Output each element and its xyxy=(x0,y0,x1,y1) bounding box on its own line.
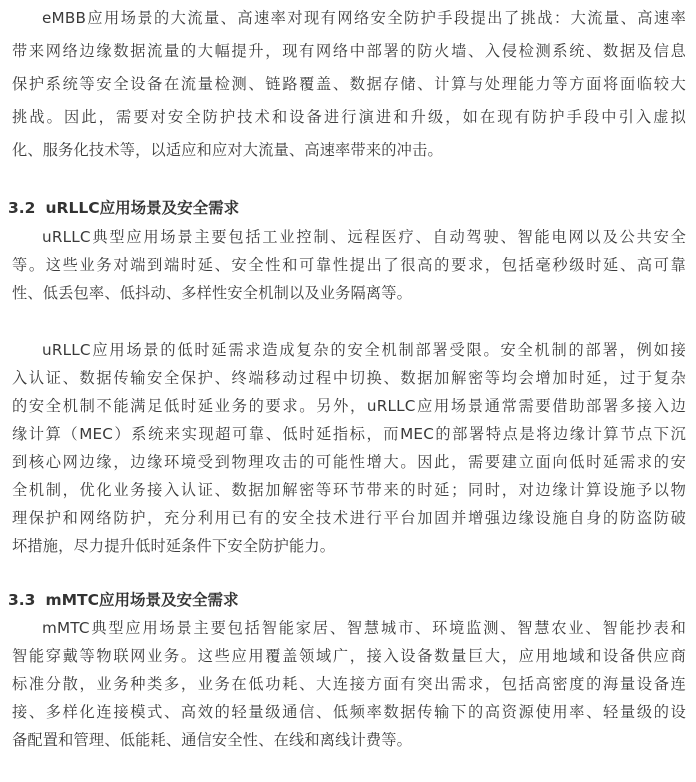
paragraph-line: 备配置和管理、低能耗、通信安全性、在线和离线计费等。 xyxy=(12,731,413,749)
paragraph-line: 全机制，优化业务接入认证、数据加解密等环节带来的时延；同时，对边缘计算设施予以物 xyxy=(12,481,686,499)
paragraph-line: 标准分散，业务种类多，业务在低功耗、大连接方面有突出需求，包括高密度的海量设备连 xyxy=(12,675,686,693)
paragraph-line: uRLLC典型应用场景主要包括工业控制、远程医疗、自动驾驶、智能电网以及公共安全 xyxy=(42,228,686,246)
paragraph-line: 挑战。因此，需要对安全防护技术和设备进行演进和升级，如在现有防护手段中引入虚拟 xyxy=(12,108,686,126)
paragraph-line: 化、服务化技术等，以适应和应对大流量、高速率带来的冲击。 xyxy=(12,141,443,159)
paragraph-line: 等。这些业务对端到端时延、安全性和可靠性提出了很高的要求，包括毫秒级时延、高可靠 xyxy=(12,256,686,274)
paragraph-line: eMBB应用场景的大流量、高速率对现有网络安全防护手段提出了挑战：大流量、高速率 xyxy=(42,9,686,27)
section-title: uRLLC应用场景及安全需求 xyxy=(45,199,240,217)
paragraph-line: 坏措施，尽力提升低时延条件下安全防护能力。 xyxy=(12,537,336,555)
paragraph-line: 入认证、数据传输安全保护、终端移动过程中切换、数据加解密等均会增加时延，过于复杂 xyxy=(12,369,686,387)
section-heading-urllc xyxy=(8,194,239,222)
paragraph-line: 到核心网边缘，边缘环境受到物理攻击的可能性增大。因此，需要建立面向低时延需求的安 xyxy=(12,453,686,471)
section-number: 3.3 xyxy=(8,591,36,609)
paragraph-line: 智能穿戴等物联网业务。这些应用覆盖领域广，接入设备数量巨大，应用地域和设备供应商 xyxy=(12,647,686,665)
paragraph-line: uRLLC应用场景的低时延需求造成复杂的安全机制部署受限。安全机制的部署，例如接 xyxy=(42,341,686,359)
paragraph-line: 接、多样化连接模式、高效的轻量级通信、低频率数据传输下的高资源使用率、轻量级的设 xyxy=(12,703,686,721)
paragraph-line: 的安全机制不能满足低时延业务的要求。另外，uRLLC应用场景通常需要借助部署多接入边 xyxy=(12,397,686,415)
paragraph-line: mMTC典型应用场景主要包括智能家居、智慧城市、环境监测、智慧农业、智能抄表和 xyxy=(42,619,686,637)
section-number: 3.2 xyxy=(8,199,36,217)
paragraph-line: 性、低丢包率、低抖动、多样性安全机制以及业务隔离等。 xyxy=(12,284,413,302)
section-title: mMTC应用场景及安全需求 xyxy=(45,591,239,609)
paragraph-line: 保护系统等安全设备在流量检测、链路覆盖、数据存储、计算与处理能力等方面将面临较大 xyxy=(12,75,686,93)
paragraph-line: 缘计算（MEC）系统来实现超可靠、低时延指标，而MEC的部署特点是将边缘计算节点下沉 xyxy=(12,425,686,443)
paragraph-line: 带来网络边缘数据流量的大幅提升，现有网络中部署的防火墙、入侵检测系统、数据及信息 xyxy=(12,42,686,60)
paragraph-line: 理保护和网络防护，充分利用已有的安全技术进行平台加固并增强边缘设施自身的防盗防破 xyxy=(12,509,686,527)
section-heading-mmtc xyxy=(8,586,239,614)
